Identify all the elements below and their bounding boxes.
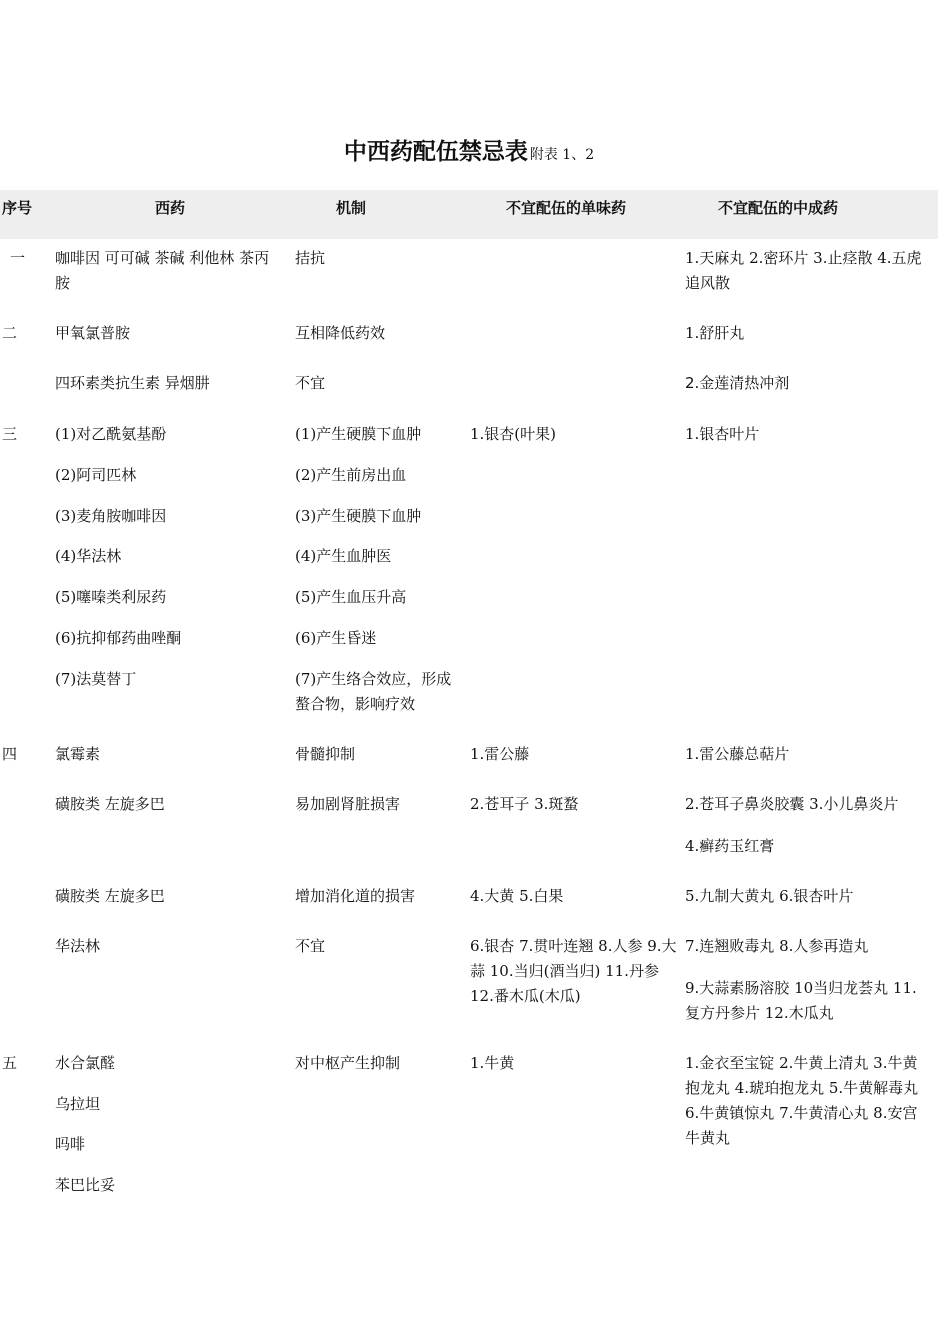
single-herb: 2.苍耳子 3.斑蝥 — [470, 795, 579, 813]
western-drug: (7)法莫替丁 — [55, 670, 137, 688]
title-subtitle: 附表 1、2 — [529, 147, 595, 163]
western-drug: (3)麦角胺咖啡因 — [55, 507, 167, 525]
western-drug: (1)对乙酰氨基酚 — [55, 425, 167, 443]
mechanism: (4)产生血肿医 — [295, 547, 392, 565]
western-drug: (2)阿司匹林 — [55, 466, 137, 484]
title-main: 中西药配伍禁忌表 — [343, 139, 528, 165]
western-drug: 华法林 — [55, 937, 101, 955]
mechanism: 互相降低药效 — [295, 324, 386, 342]
mechanism: 拮抗 — [295, 249, 326, 267]
western-drug: 四环素类抗生素 异烟肼 — [55, 374, 210, 392]
mechanism: (3)产生硬膜下血肿 — [295, 507, 422, 525]
group-number: 三 — [2, 425, 18, 443]
mechanism: 易加剧肾脏损害 — [295, 795, 401, 813]
patent-medicine: 4.癣药玉红膏 — [685, 837, 775, 855]
single-herb: 1.银杏(叶果) — [470, 425, 557, 443]
patent-medicine: 7.连翘败毒丸 8.人参再造丸 — [685, 937, 869, 955]
western-drug: 磺胺类 左旋多巴 — [55, 795, 165, 813]
mechanism: 骨髓抑制 — [295, 745, 356, 763]
western-drug: 磺胺类 左旋多巴 — [55, 887, 165, 905]
western-drug: 氯霉素 — [55, 745, 101, 763]
patent-medicine: 2.金莲清热冲剂 — [685, 374, 790, 392]
single-herb: 4.大黄 5.白果 — [470, 887, 564, 905]
western-drug: 甲氧氯普胺 — [55, 324, 131, 342]
page-title — [0, 137, 938, 170]
col-header-patent: 不宜配伍的中成药 — [718, 199, 839, 217]
mechanism: (7)产生络合效应，形成螯合物，影响疗效 — [295, 670, 452, 713]
patent-medicine: 9.大蒜素肠溶胶 10当归龙荟丸 11.复方丹参片 12.木瓜丸 — [685, 979, 917, 1022]
single-herb: 1.雷公藤 — [470, 745, 530, 763]
patent-medicine: 1.天麻丸 2.密环片 3.止痉散 4.五虎追风散 — [685, 249, 922, 292]
patent-medicine: 1.银杏叶片 — [685, 425, 760, 443]
mechanism: 不宜 — [295, 374, 326, 392]
western-drug: 咖啡因 可可碱 茶碱 利他林 茶丙胺 — [55, 249, 270, 292]
mechanism: 不宜 — [295, 937, 326, 955]
western-drug: (4)华法林 — [55, 547, 122, 565]
mechanism: (2)产生前房出血 — [295, 466, 407, 484]
western-drug: (6)抗抑郁药曲唑酮 — [55, 629, 182, 647]
patent-medicine: 1.金衣至宝锭 2.牛黄上清丸 3.牛黄抱龙丸 4.琥珀抱龙丸 5.牛黄解毒丸 6.牛黄镇惊丸 7.牛黄清心丸 8.安宫牛黄丸 — [685, 1054, 919, 1147]
patent-medicine: 5.九制大黄丸 6.银杏叶片 — [685, 887, 854, 905]
col-header-western: 西药 — [155, 199, 186, 217]
mechanism: 增加消化道的损害 — [295, 887, 416, 905]
group-number: 二 — [2, 324, 18, 342]
table-header — [0, 190, 938, 239]
patent-medicine: 1.舒肝丸 — [685, 324, 745, 342]
col-header-single-herb: 不宜配伍的单味药 — [506, 199, 627, 217]
mechanism: (6)产生昏迷 — [295, 629, 377, 647]
patent-medicine: 2.苍耳子鼻炎胶囊 3.小儿鼻炎片 — [685, 795, 899, 813]
single-herb: 6.银杏 7.贯叶连翘 8.人参 9.大蒜 10.当归(酒当归) 11.丹参 12.番木瓜(木瓜) — [470, 937, 677, 1005]
col-header-mechanism: 机制 — [336, 199, 367, 217]
mechanism: (5)产生血压升高 — [295, 588, 407, 606]
western-drug: 苯巴比妥 — [55, 1176, 116, 1194]
western-drug: 水合氯醛 — [55, 1054, 116, 1072]
group-number: 四 — [2, 745, 18, 763]
western-drug: 吗啡 — [55, 1135, 86, 1153]
col-header-number: 序号 — [2, 199, 33, 217]
mechanism: (1)产生硬膜下血肿 — [295, 425, 422, 443]
mechanism: 对中枢产生抑制 — [295, 1054, 401, 1072]
group-number: 五 — [2, 1054, 18, 1072]
western-drug: (5)噻嗪类利尿药 — [55, 588, 167, 606]
group-number: 一 — [10, 249, 26, 267]
patent-medicine: 1.雷公藤总萜片 — [685, 745, 790, 763]
western-drug: 乌拉坦 — [55, 1095, 101, 1113]
single-herb: 1.牛黄 — [470, 1054, 515, 1072]
